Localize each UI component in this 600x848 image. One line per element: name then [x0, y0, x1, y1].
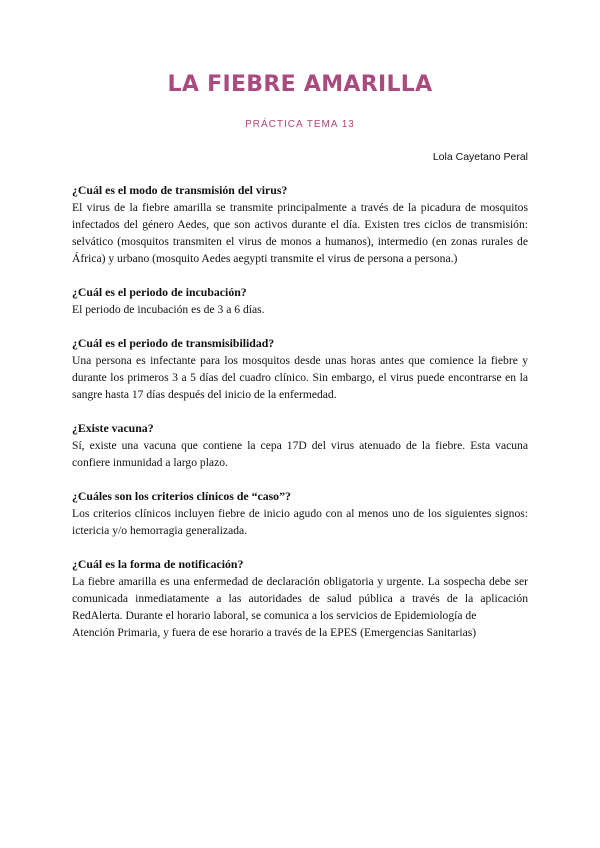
document-subtitle: PRÁCTICA TEMA 13 [245, 119, 355, 130]
section-vaccine [72, 420, 528, 471]
answer-text: El periodo de incubación es de 3 a 6 días. [72, 303, 265, 316]
answer-text: La fiebre amarilla es una enfermedad de declaración obligatoria y urgente. La sospecha debe ser comunicada inmediatamente a las autoridades de salud pública a través de la aplicación RedAlerta. Durante el horario laboral, se comunica a los servicios de Epidemiología de [72, 575, 528, 622]
question-heading: ¿Cuál es el modo de transmisión del virus? [72, 183, 288, 197]
question-heading: ¿Cuál es el periodo de incubación? [72, 285, 247, 299]
section-transmission [72, 182, 528, 267]
answer-text: Sí, existe una vacuna que contiene la cepa 17D del virus atenuado de la fiebre. Esta vacuna confiere inmunidad a largo plazo. [72, 439, 528, 469]
answer-text: Los criterios clínicos incluyen fiebre de inicio agudo con al menos uno de los siguientes signos: ictericia y/o hemorragia generalizada. [72, 507, 528, 537]
section-notification [72, 556, 528, 641]
question-heading: ¿Cuál es el periodo de transmisibilidad? [72, 336, 275, 350]
answer-text: El virus de la fiebre amarilla se transmite principalmente a través de la picadura de mosquitos infectados del género Aedes, que son activos durante el día. Existen tres ciclos de transmisión: selvático (mosquitos transmiten el virus de monos a humanos), intermedio (en zonas rurales de África) y urbano (mosquito Aedes aegypti transmite el virus de persona a persona.) [72, 201, 528, 265]
question-heading: ¿Existe vacuna? [72, 421, 154, 435]
answer-text: Una persona es infectante para los mosquitos desde unas horas antes que comience la fiebre y durante los primeros 3 a 5 días del cuadro clínico. Sin embargo, el virus puede encontrarse en la sangre hasta 17 días después del inicio de la enfermedad. [72, 354, 528, 401]
section-clinical-criteria [72, 488, 528, 539]
section-transmissibility [72, 335, 528, 403]
answer-text-continued: Atención Primaria, y fuera de ese horario a través de la EPES (Emergencias Sanitarias) [72, 626, 477, 639]
document-body [72, 182, 528, 658]
question-heading: ¿Cuál es la forma de notificación? [72, 557, 244, 571]
author-name: Lola Cayetano Peral [432, 151, 528, 163]
document-title: LA FIEBRE AMARILLA [167, 72, 433, 97]
question-heading: ¿Cuáles son los criterios clínicos de “caso”? [72, 489, 291, 503]
section-incubation [72, 284, 528, 318]
